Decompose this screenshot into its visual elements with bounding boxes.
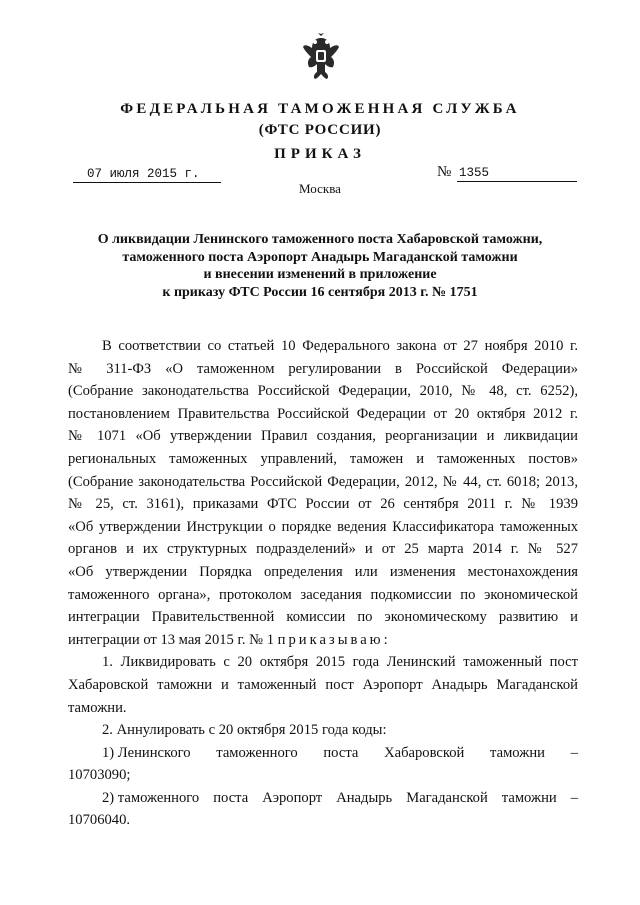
code-item-1 (68, 742, 578, 765)
preamble-line: (Собрание законодательства Российской Федерации, 2010, № 48, ст. 6252), (68, 383, 578, 400)
code-word: таможни (490, 744, 545, 761)
preamble-line: региональных таможенных управлений, таможен и таможенных постов» (68, 450, 578, 467)
preamble-line: постановлением Правительства Российской Федерации от 20 октября 2012 г. (68, 405, 578, 422)
subject-line: таможенного поста Аэропорт Анадырь Магаданской таможни (122, 249, 518, 265)
agency-abbreviation: (ФТС РОССИИ) (258, 122, 382, 138)
code-word: Магаданской (406, 789, 488, 806)
subject-line: к приказу ФТС России 16 сентября 2013 г. № 1751 (162, 284, 478, 300)
document-type: ПРИКАЗ (274, 146, 366, 162)
issue-city: Москва (299, 181, 341, 196)
preamble-line: «Об утверждении Порядка определения или изменения местонахождения (68, 563, 578, 580)
agency-name: ФЕДЕРАЛЬНАЯ ТАМОЖЕННАЯ СЛУЖБА (120, 101, 520, 117)
preamble-final-line (68, 629, 578, 652)
item-2-title: 2. Аннулировать с 20 октября 2015 года коды: (102, 722, 387, 739)
preamble-line: № 311-ФЗ «О таможенном регулировании в Российской Федерации» (68, 360, 578, 377)
preamble-line: «Об утверждении Инструкции о порядке ведения Классификатора таможенных (68, 518, 578, 535)
code-item-2 (68, 787, 578, 810)
russian-coat-of-arms-icon (302, 32, 340, 82)
code-word: Аэропорт (262, 789, 323, 806)
code-word: Хабаровской (384, 744, 465, 761)
code-value: 10706040. (68, 812, 131, 829)
preamble-line: органов и их структурных подразделений» и от 25 марта 2014 г. № 527 (68, 541, 578, 558)
order-date: 07 июля 2015 г. (73, 167, 221, 183)
code-word: поста (213, 789, 249, 806)
preamble-line: № 1071 «Об утверждении Правил создания, реорганизации и ликвидации (68, 428, 578, 445)
preamble-line: интеграции Правительственной комиссии по экономическому развитию и (68, 609, 578, 626)
order-number: 1355 (457, 166, 577, 182)
item-1-line: Хабаровской таможни и таможенный пост Аэропорт Анадырь Магаданской (68, 676, 578, 693)
code-word: – (570, 789, 578, 806)
item-1-line: 1. Ликвидировать с 20 октября 2015 года Ленинский таможенный пост (102, 654, 578, 671)
preamble-line: (Собрание законодательства Российской Федерации, 2012, № 44, ст. 6018; 2013, (68, 473, 578, 490)
order-subject (60, 231, 580, 301)
order-body (68, 335, 578, 832)
preamble-line: В соответствии со статьей 10 Федерального закона от 27 ноября 2010 г. (102, 338, 578, 354)
code-word: Анадырь (336, 789, 393, 806)
number-sign: № (437, 164, 452, 180)
preamble-line: № 25, ст. 3161), приказами ФТС России от 26 сентября 2011 г. № 1939 (68, 496, 578, 513)
order-word: приказываю: (277, 631, 391, 648)
preamble-line: интеграции от 13 мая 2015 г. № 1 (68, 631, 275, 648)
code-word: 1) Ленинского (102, 744, 191, 761)
code-word: поста (323, 744, 359, 761)
code-word: таможенного (216, 744, 298, 761)
subject-line: О ликвидации Ленинского таможенного поста Хабаровской таможни, (97, 232, 543, 247)
code-word: – (570, 744, 578, 761)
subject-line: и внесении изменений в приложение (203, 267, 437, 282)
code-word: таможни (501, 789, 557, 806)
preamble-line: таможенного органа», протоколом заседания подкомиссии по экономической (68, 586, 578, 603)
code-value: 10703090; (68, 767, 131, 784)
item-1-line: таможни. (68, 699, 127, 716)
code-word: 2) таможенного (102, 789, 200, 806)
